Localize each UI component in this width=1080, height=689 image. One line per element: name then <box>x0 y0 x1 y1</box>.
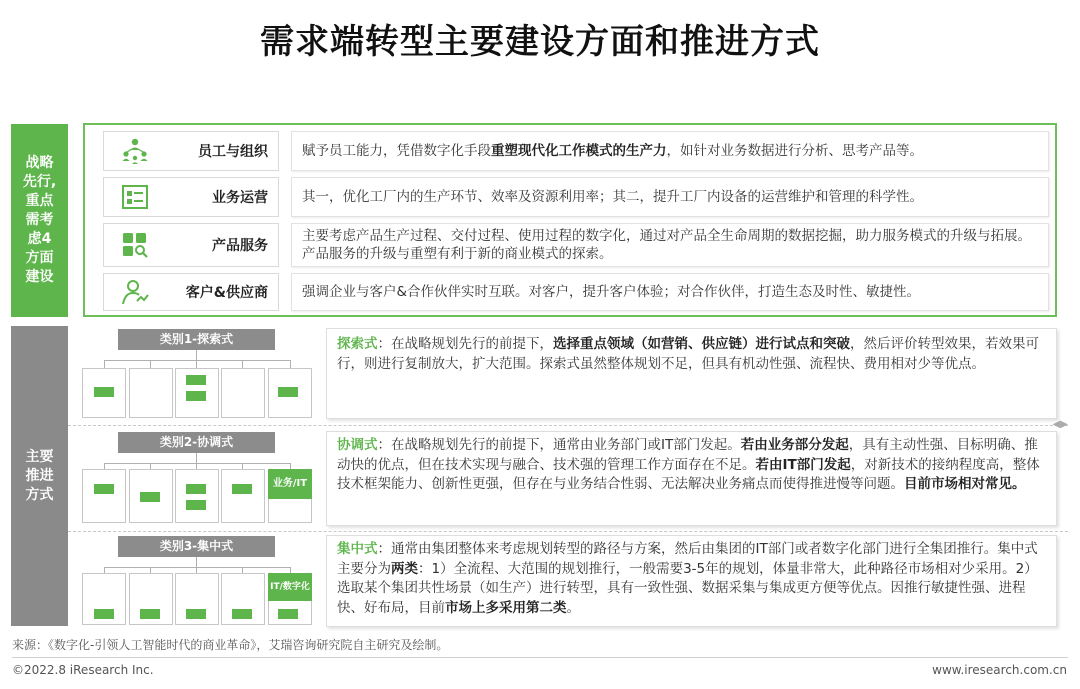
customer-partner-icon <box>120 277 150 307</box>
connector-line <box>104 360 290 361</box>
connector-line <box>104 360 105 368</box>
category-head: 类别1-探索式 <box>118 329 275 350</box>
strategy-label-line: 战略 <box>25 155 54 171</box>
strategy-label-line: 先行, <box>22 174 57 190</box>
strategy-label-line: 方面 <box>25 250 54 266</box>
connector-line <box>242 360 243 368</box>
pilot-marker <box>186 375 206 385</box>
category-key: 协调式 <box>337 437 378 453</box>
methods-label-line: 主要 <box>25 448 54 465</box>
aspect-name: 产品服务 <box>212 238 268 254</box>
category-text-bold: 若由业务部分发起 <box>740 437 849 453</box>
category-text-bold: 目前市场相对常见。 <box>904 476 1026 492</box>
category-text-part: ：在战略规划先行的前提下， <box>377 336 553 352</box>
aspect-desc: 其一，优化工厂内的生产环节、效率及资源利用率；其二，提升工厂内设备的运营维护和管理的科学性。 <box>291 177 1049 217</box>
pilot-marker <box>140 609 160 619</box>
pilot-marker <box>94 484 114 494</box>
category-text-part: ：通常由集团整体来考虑规划转型的路径与方案，然后由集团的IT部门或者数字化部门进行全集团推行。集中式主要分为 <box>337 541 1038 577</box>
site-link[interactable]: www.iresearch.com.cn <box>932 663 1067 677</box>
category-text <box>326 535 1057 627</box>
category-text-part: ：1）全流程、大范围的规划推行，一般需要3-5年的规划，体量非常大，此种路径市场相对少采用。2）选取某个集团共性场景（如生产）进行转型，具有一致性强、数据采集与集成更方便等优点。因推行敏捷性强、进程快、好布局，目前 <box>337 560 1038 616</box>
pilot-marker <box>278 609 298 619</box>
arrow-right-icon: ◀▶ <box>1052 419 1068 430</box>
strategy-label-line: 建设 <box>25 269 54 285</box>
category-diagram <box>82 534 320 630</box>
category-head: 类别2-协调式 <box>118 432 275 453</box>
pilot-marker <box>186 484 206 494</box>
page-title: 需求端转型主要建设方面和推进方式 <box>260 22 820 62</box>
strategy-label-line: 重点 <box>25 193 54 209</box>
category-key: 集中式 <box>337 541 378 557</box>
connector-line <box>104 463 290 464</box>
aspect-name: 业务运营 <box>212 190 268 206</box>
connector-line <box>196 350 197 360</box>
operations-form-icon <box>120 182 150 212</box>
department-box <box>82 469 126 523</box>
aspect-row <box>103 131 1049 171</box>
aspect-name-box <box>103 223 279 267</box>
category-diagram <box>82 430 320 528</box>
category-text-part: ：在战略规划先行的前提下，通常由业务部门或IT部门发起。 <box>377 437 741 453</box>
pilot-marker <box>278 387 298 397</box>
category-text-bold: 两类 <box>391 560 418 577</box>
department-box <box>221 469 265 523</box>
pilot-marker <box>232 609 252 619</box>
copyright: ©2022.8 iResearch Inc. <box>12 663 154 677</box>
category-text-part: 。 <box>566 599 580 616</box>
aspect-name-box <box>103 177 279 217</box>
pilot-marker <box>94 387 114 397</box>
aspect-name-box <box>103 273 279 311</box>
aspect-name: 客户&供应商 <box>185 285 268 301</box>
aspects-box <box>83 123 1057 317</box>
pilot-marker <box>232 484 252 494</box>
initiator-tag: 业务/IT <box>268 469 312 499</box>
category-text-part: ，具有主动性强、目标明确、推动快的优点，但在技术实现与融合、技术强的管理工作方面存在不足。 <box>337 437 1038 473</box>
category-diagram <box>82 327 320 422</box>
aspect-name: 员工与组织 <box>198 144 268 160</box>
connector-line <box>150 360 151 368</box>
section-divider <box>68 425 1068 426</box>
section-divider <box>68 531 1068 532</box>
pilot-marker <box>94 609 114 619</box>
aspect-desc <box>291 131 1049 171</box>
category-text-bold: 选择重点领域（如营销、供应链）进行试点和突破 <box>553 336 850 352</box>
department-box <box>175 469 219 523</box>
aspect-name-box <box>103 131 279 171</box>
footer-divider <box>12 657 1068 658</box>
category-text-bold: 市场上多采用第二类 <box>445 599 567 616</box>
connector-line <box>196 360 197 368</box>
category-text <box>326 328 1057 419</box>
category-head: 类别3-集中式 <box>118 536 275 557</box>
aspect-row <box>103 223 1049 267</box>
aspect-desc-text: ，如针对业务数据进行分析、思考产品等。 <box>666 143 923 159</box>
aspect-desc: 主要考虑产品生产过程、交付过程、使用过程的数字化，通过对产品全生命周期的数据挖掘，助力服务模式的升级与拓展。产品服务的升级与重塑有利于新的商业模式的探索。 <box>291 223 1049 267</box>
connector-line <box>290 360 291 368</box>
methods-label-line: 方式 <box>25 486 54 503</box>
category-text <box>326 431 1057 526</box>
category-key: 探索式 <box>337 336 378 352</box>
initiator-tag: IT/数字化 <box>268 573 312 601</box>
aspect-row <box>103 273 1049 311</box>
aspect-desc-text: 赋予员工能力，凭借数字化手段 <box>302 143 491 159</box>
source-note: 来源：《数字化-引领人工智能时代的商业革命》，艾瑞咨询研究院自主研究及绘制。 <box>12 638 449 652</box>
pilot-marker <box>186 391 206 401</box>
department-box <box>221 368 265 418</box>
category-text-part: ，然后评价转型效果，若效果可行，则进行复制放大，扩大范围。探索式虽然整体规划不足，但具有机动性强、流程快、费用相对少等优点。 <box>337 336 1039 372</box>
methods-label <box>11 326 68 626</box>
strategy-label-line: 虑4 <box>27 231 52 247</box>
people-org-icon <box>120 136 150 166</box>
connector-line <box>104 567 290 568</box>
connector-line <box>196 453 197 463</box>
pilot-marker <box>186 609 206 619</box>
strategy-label-line: 需考 <box>25 212 54 228</box>
product-grid-icon <box>120 230 150 260</box>
methods-label-line: 推进 <box>25 467 54 484</box>
aspect-desc-bold: 重塑现代化工作模式的生产力 <box>491 143 667 159</box>
strategy-label <box>11 124 68 317</box>
category-text-bold: 若由IT部门发起 <box>755 456 851 473</box>
pilot-marker <box>140 492 160 502</box>
aspect-desc: 强调企业与客户&合作伙伴实时互联。对客户，提升客户体验；对合作伙伴，打造生态及时性、敏捷性。 <box>291 273 1049 311</box>
category-text-part: ，对新技术的接纳程度高，整体技术框架能力、创新性更强，但存在与业务结合性弱、无法解决业务痛点而使得推进慢等问题。 <box>337 456 1040 492</box>
pilot-marker <box>186 500 206 510</box>
department-box <box>129 368 173 418</box>
aspect-row <box>103 177 1049 217</box>
connector-line <box>196 557 197 567</box>
